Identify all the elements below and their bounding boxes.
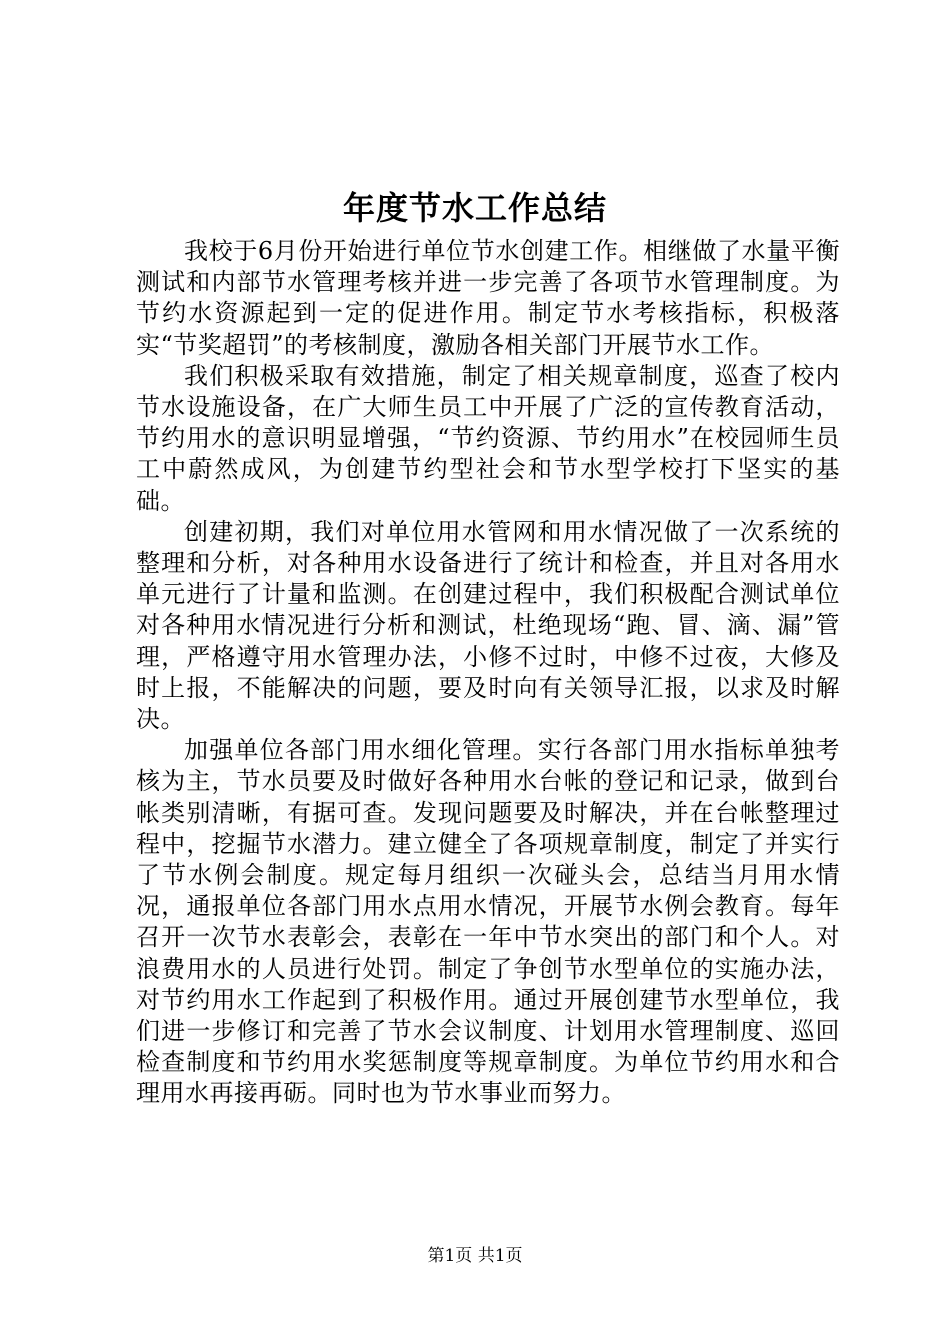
paragraph-2: 我们积极采取有效措施，制定了相关规章制度，巡查了校内节水设施设备，在广大师生员工中开展了广泛的宣传教育活动，节约用水的意识明显增强，“节约资源、节约用水”在校园师生员工中蔚然成风，为创建节约型社会和节水型学校打下坚实的基础。: [136, 361, 840, 515]
document-title: 年度节水工作总结: [342, 189, 607, 227]
page-footer: 第1页 共1页: [427, 1246, 523, 1266]
paragraph-1: 我校于6月份开始进行单位节水创建工作。相继做了水量平衡测试和内部节水管理考核并进一步完善了各项节水管理制度。为节约水资源起到一定的促进作用。制定节水考核指标，积极落实“节奖超罚”的考核制度，激励各相关部门开展节水工作。: [136, 237, 840, 359]
paragraph-4: 加强单位各部门用水细化管理。实行各部门用水指标单独考核为主，节水员要及时做好各种用水台帐的登记和记录，做到台帐类别清晰，有据可查。发现问题要及时解决，并在台帐整理过程中，挖掘节水潜力。建立健全了各项规章制度，制定了并实行了节水例会制度。规定每月组织一次碰头会，总结当月用水情况，通报单位各部门用水点用水情况，开展节水例会教育。每年召开一次节水表彰会，表彰在一年中节水突出的部门和个人。对浪费用水的人员进行处罚。制定了争创节水型单位的实施办法，对节约用水工作起到了积极作用。通过开展创建节水型单位，我们进一步修订和完善了节水会议制度、计划用水管理制度、巡回检查制度和节约用水奖惩制度等规章制度。为单位节约用水和合理用水再接再砺。同时也为节水事业而努力。: [136, 736, 840, 1108]
document-body: [136, 236, 840, 1110]
paragraph-3: 创建初期，我们对单位用水管网和用水情况做了一次系统的整理和分析，对各种用水设备进行了统计和检查，并且对各用水单元进行了计量和监测。在创建过程中，我们积极配合测试单位对各种用水情况进行分析和测试，杜绝现场“跑、冒、滴、漏”管理，严格遵守用水管理办法，小修不过时，中修不过夜，大修及时上报，不能解决的问题，要及时向有关领导汇报，以求及时解决。: [136, 517, 840, 734]
